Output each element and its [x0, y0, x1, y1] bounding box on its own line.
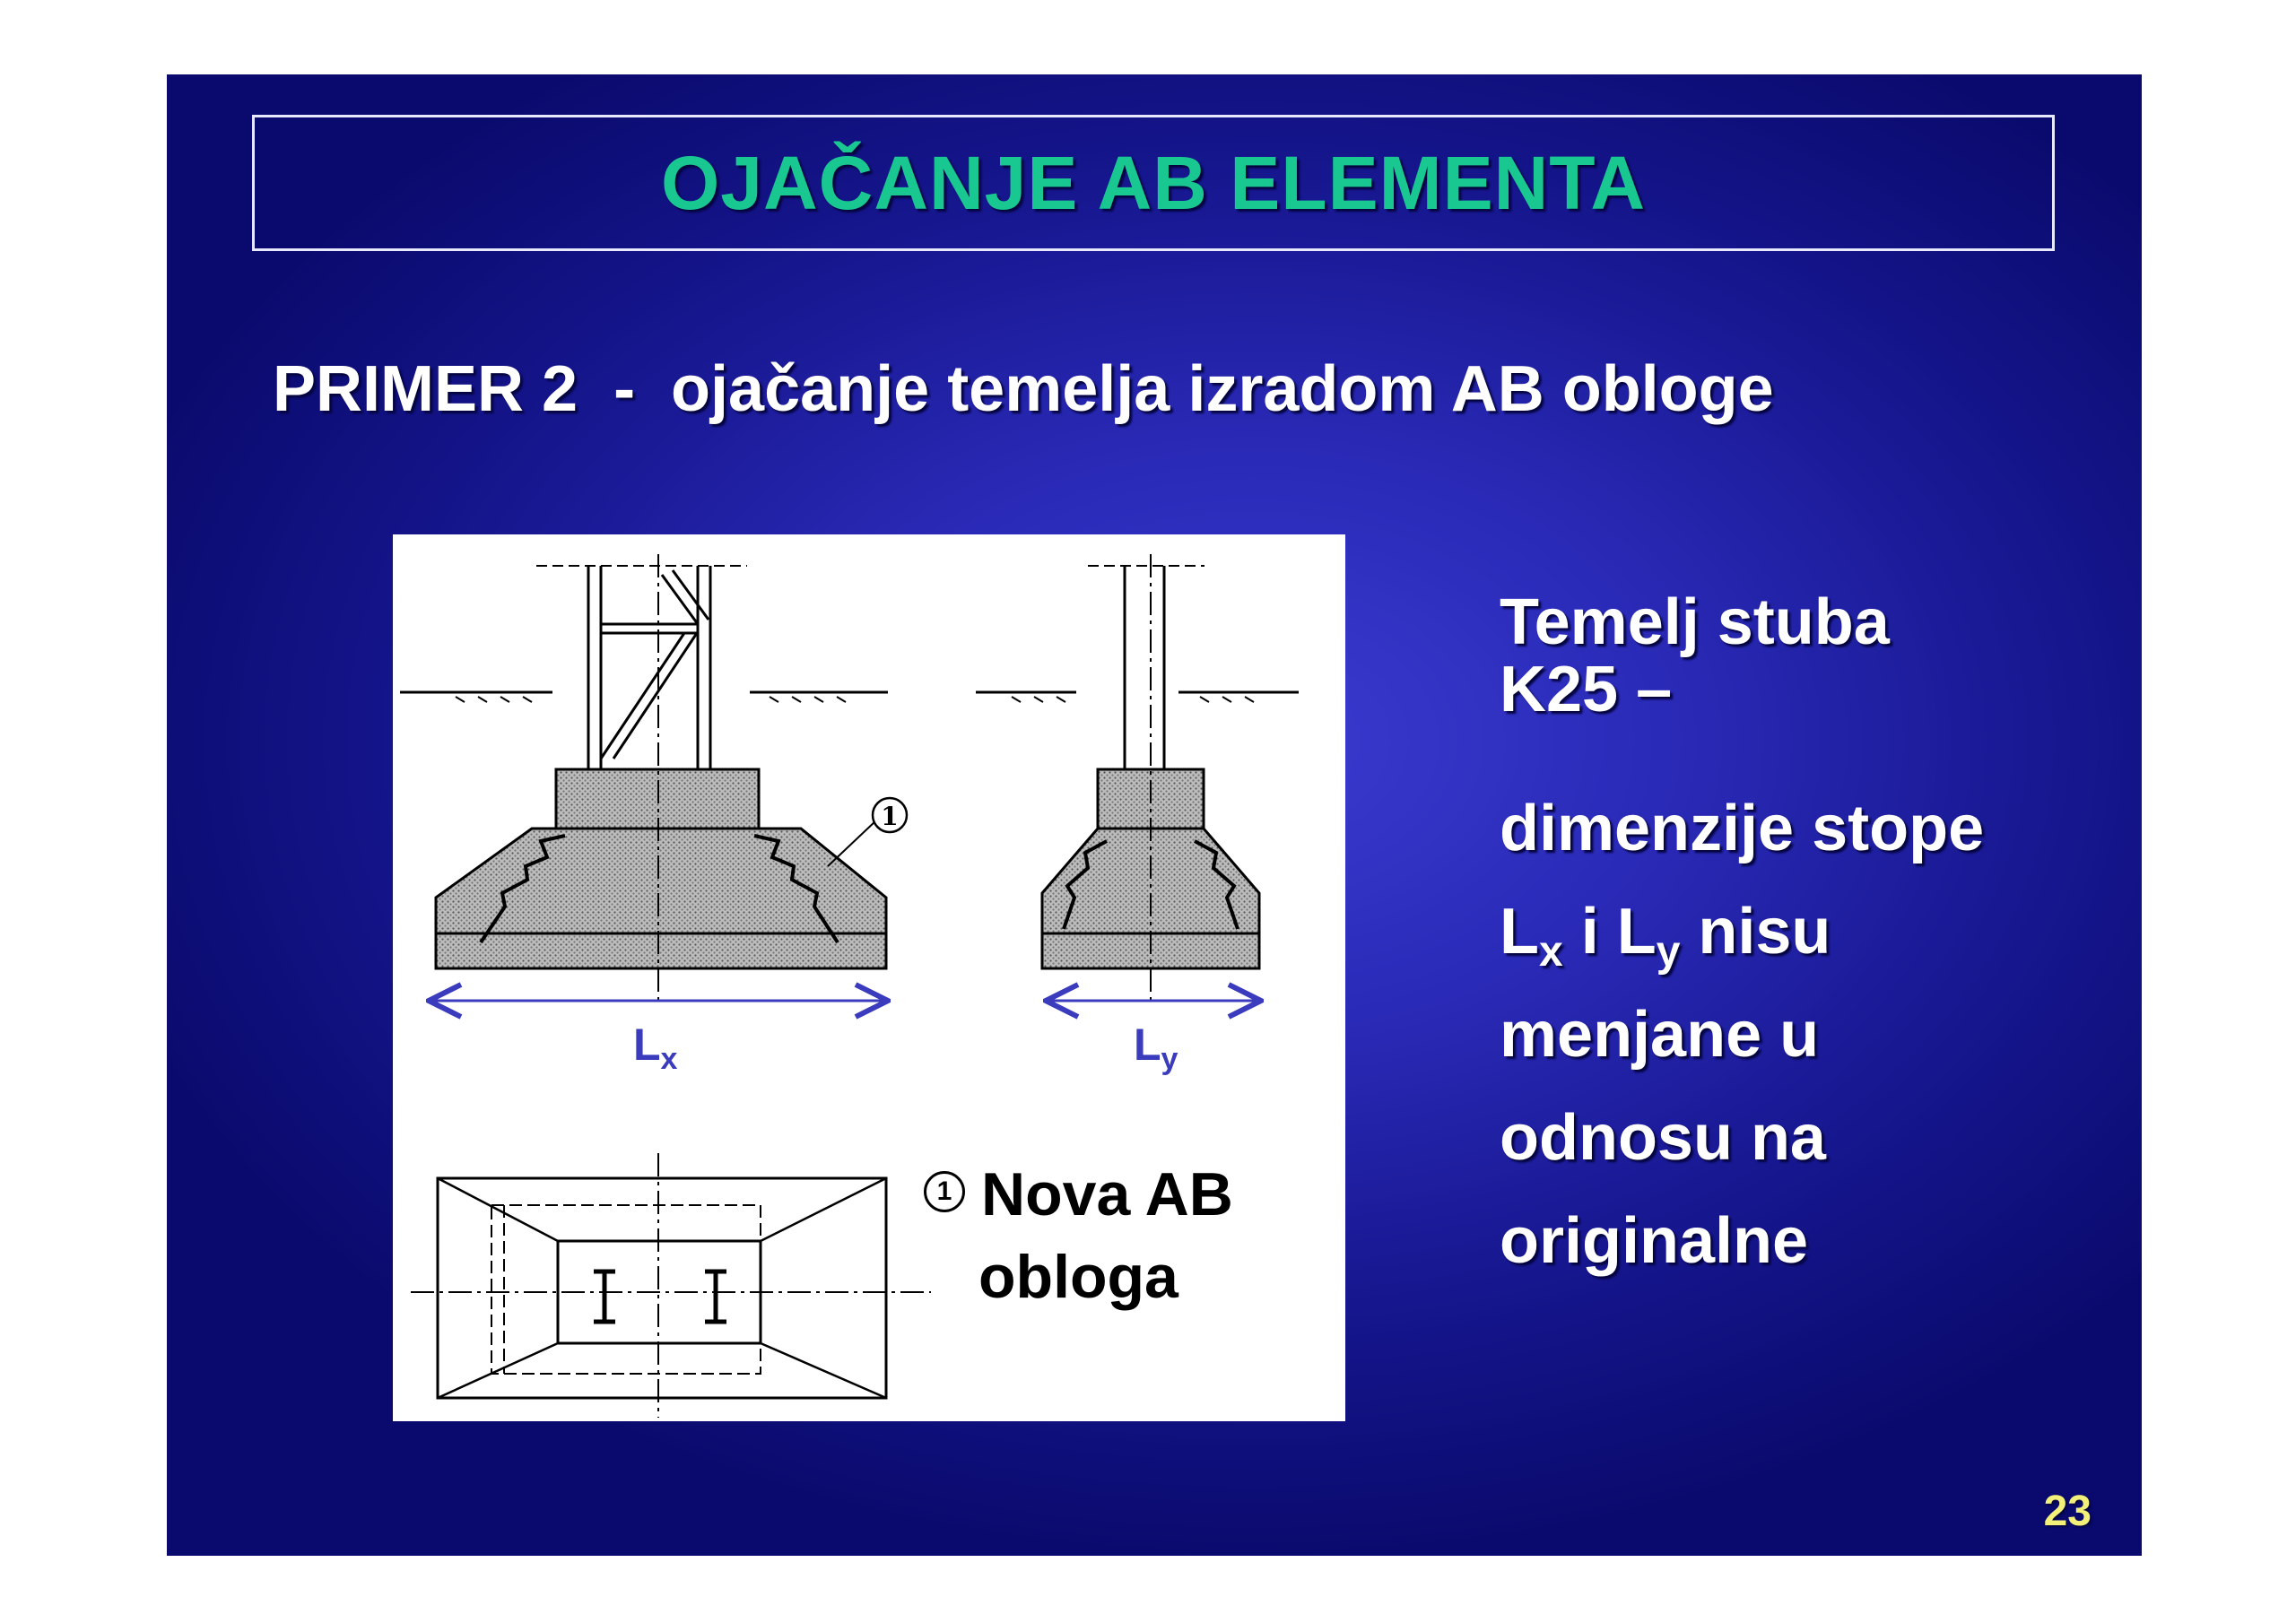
- elevation-x: [400, 554, 907, 1001]
- side-text-line-7: originalne: [1500, 1205, 1809, 1277]
- slide-title: OJAČANJE AB ELEMENTA: [660, 140, 1647, 225]
- page-number: 23: [2043, 1488, 2092, 1535]
- side-text-line-2: K25 –: [1500, 654, 1673, 725]
- side-text-line-4: $L_x$ i $L_y$ nisu: [1500, 896, 1831, 976]
- callout-number: 1: [881, 802, 899, 831]
- side-text-line-3: dimenzije stope: [1500, 793, 1985, 864]
- slide: [167, 74, 2142, 1556]
- dimension-label-ly: $L_y$: [1134, 1020, 1178, 1076]
- legend-line-1: Nova AB: [981, 1160, 1233, 1228]
- foundation-figure: [393, 534, 1345, 1421]
- elevation-y: [976, 554, 1299, 1001]
- legend-line-2: obloga: [978, 1243, 1178, 1311]
- title-frame: [252, 115, 2055, 251]
- side-text-line-5: menjane u: [1500, 999, 1820, 1071]
- side-text-line-6: odnosu na: [1500, 1102, 1826, 1174]
- plan-view: [411, 1153, 931, 1418]
- legend-number: 1: [924, 1171, 965, 1212]
- slide-subtitle: PRIMER 2 - ojačanje temelja izradom AB obloge: [273, 353, 1774, 425]
- dimension-label-lx: $L_x$: [633, 1020, 678, 1076]
- side-text-line-1: Temelj stuba: [1500, 586, 1890, 658]
- figure-legend: [924, 1153, 1233, 1318]
